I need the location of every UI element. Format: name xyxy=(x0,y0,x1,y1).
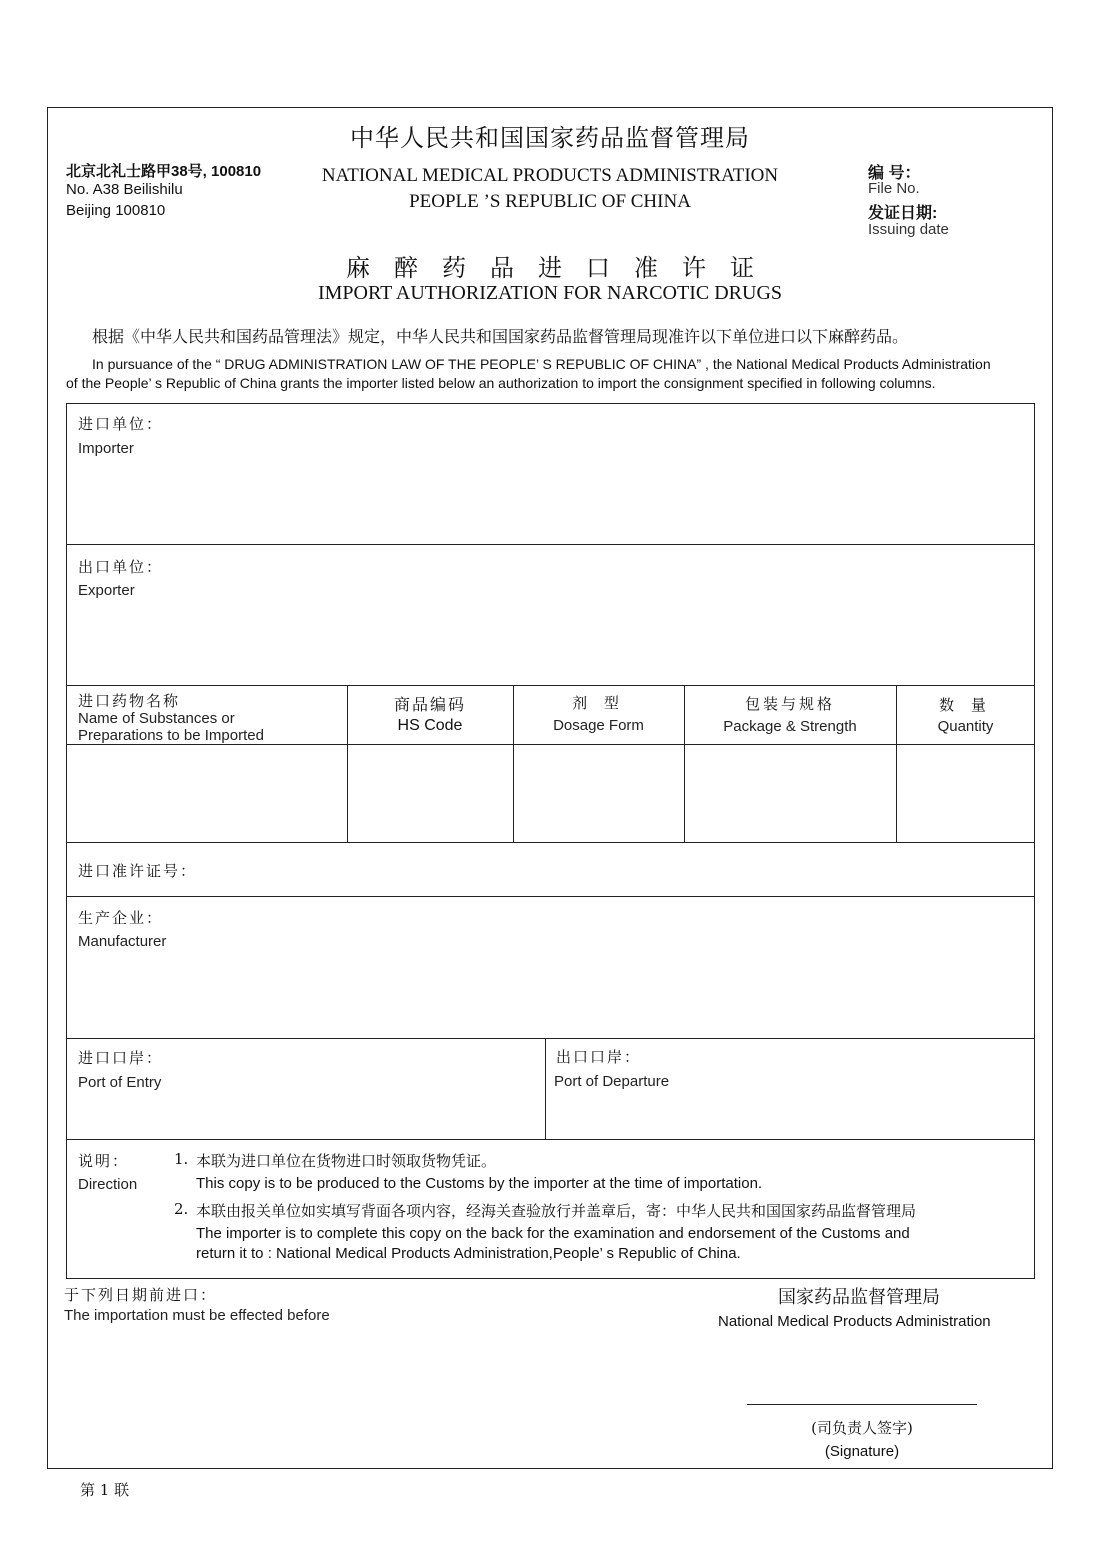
permit-no-label-zh: 进口准许证号： xyxy=(78,862,198,880)
col-substance-name-en: Name of Substances or xyxy=(78,710,235,727)
cell-substance-name[interactable] xyxy=(67,745,347,842)
divider-exporter xyxy=(66,685,1035,686)
manufacturer-field[interactable] xyxy=(67,897,1034,1038)
direction-2-en-line2: return it to : National Medical Products Administration,People’ s Republic of China. xyxy=(196,1245,741,1262)
col-quantity-en: Quantity xyxy=(937,718,994,735)
manufacturer-label-en: Manufacturer xyxy=(78,933,167,950)
direction-2-en-line1: The importer is to complete this copy on the back for the examination and endorsement of the Customs and xyxy=(196,1225,910,1242)
signature-label-zh: (司负责人签字) xyxy=(811,1419,913,1437)
intro-text-en-line2: of the People’ s Republic of China grants the importer listed below an authorization to import the consignment specified in following columns. xyxy=(66,375,936,391)
port-departure-field[interactable] xyxy=(546,1039,1034,1139)
address-zh: 北京北礼士路甲38号, 100810 xyxy=(66,163,262,180)
col-dosage-form-zh: 剂 型 xyxy=(572,694,625,712)
port-departure-label-zh: 出口口岸： xyxy=(556,1048,642,1066)
agency-short-en: National Medical Products Administration xyxy=(718,1313,991,1330)
importer-label-zh: 进口单位： xyxy=(78,415,164,433)
direction-1-zh: 本联为进口单位在货物进口时领取货物凭证。 xyxy=(196,1152,497,1170)
exporter-label-zh: 出口单位： xyxy=(78,558,164,576)
file-no-label-en: File No. xyxy=(868,180,920,197)
port-entry-label-zh: 进口口岸： xyxy=(78,1049,164,1067)
direction-1-en: This copy is to be produced to the Customs by the importer at the time of importation. xyxy=(196,1175,763,1192)
col-substance-name-zh: 进口药物名称 xyxy=(78,692,181,710)
intro-text-zh: 根据《中华人民共和国药品管理法》规定，中华人民共和国国家药品监督管理局现准许以下单位进口以下麻醉药品。 xyxy=(92,327,909,346)
col-hs-code-zh: 商品编码 xyxy=(393,695,466,714)
col-quantity-zh: 数 量 xyxy=(939,696,992,714)
signature-label-en: (Signature) xyxy=(824,1443,900,1460)
direction-2-zh: 本联由报关单位如实填写背面各项内容，经海关查验放行并盖章后，寄：中华人民共和国国家药品监督管理局 xyxy=(196,1202,917,1220)
cell-quantity[interactable] xyxy=(897,745,1034,842)
col-package-strength-zh: 包装与规格 xyxy=(744,695,835,713)
intro-text-en-line1: In pursuance of the “ DRUG ADMINISTRATION LAW OF THE PEOPLE’ S REPUBLIC OF CHINA” , the National Medical Products Administration xyxy=(92,356,991,372)
col-substance-name-en-line2: Preparations to be Imported xyxy=(78,727,264,744)
exporter-label-en: Exporter xyxy=(78,582,135,599)
cell-hs-code[interactable] xyxy=(348,745,513,842)
col-dosage-form-en: Dosage Form xyxy=(553,717,644,734)
issuing-date-label-en: Issuing date xyxy=(868,221,949,238)
importer-label-en: Importer xyxy=(78,440,134,457)
file-no-label-zh: 编 号： xyxy=(868,165,921,182)
copy-number: 第 1 联 xyxy=(80,1481,130,1499)
signature-line[interactable] xyxy=(747,1404,977,1405)
issuing-date-label-zh: 发证日期: xyxy=(868,205,938,222)
direction-2-number: 2. xyxy=(174,1200,189,1218)
col-package-strength-en: Package & Strength xyxy=(723,718,857,735)
agency-short-zh: 国家药品监督管理局 xyxy=(778,1287,940,1308)
direction-label-en: Direction xyxy=(78,1176,138,1193)
divider-ports xyxy=(66,1139,1035,1140)
permit-no-field[interactable] xyxy=(230,843,1034,896)
address-en-line2: Beijing 100810 xyxy=(66,202,166,219)
deadline-label-en: The importation must be effected before xyxy=(64,1307,330,1324)
col-hs-code-en: HS Code xyxy=(397,717,463,734)
port-entry-field[interactable] xyxy=(67,1039,545,1139)
document-title-en: IMPORT AUTHORIZATION FOR NARCOTIC DRUGS xyxy=(317,282,783,304)
manufacturer-label-zh: 生产企业： xyxy=(78,909,164,927)
direction-1-number: 1. xyxy=(174,1150,189,1168)
agency-name-en-line1: NATIONAL MEDICAL PRODUCTS ADMINISTRATION xyxy=(321,165,779,186)
port-entry-label-en: Port of Entry xyxy=(78,1074,162,1091)
direction-label-zh: 说明： xyxy=(78,1152,130,1170)
importer-field[interactable] xyxy=(67,404,1034,544)
cell-package-strength[interactable] xyxy=(685,745,896,842)
agency-name-zh: 中华人民共和国国家药品监督管理局 xyxy=(350,124,750,152)
cell-dosage-form[interactable] xyxy=(514,745,684,842)
document-title-zh: 麻醉药品进口准许证 xyxy=(346,254,778,282)
exporter-field[interactable] xyxy=(67,545,1034,685)
deadline-label-zh: 于下列日期前进口： xyxy=(64,1286,218,1304)
agency-name-en-line2: PEOPLE ’S REPUBLIC OF CHINA xyxy=(409,191,691,212)
port-departure-label-en: Port of Departure xyxy=(554,1073,670,1090)
address-en-line1: No. A38 Beilishilu xyxy=(66,181,183,198)
